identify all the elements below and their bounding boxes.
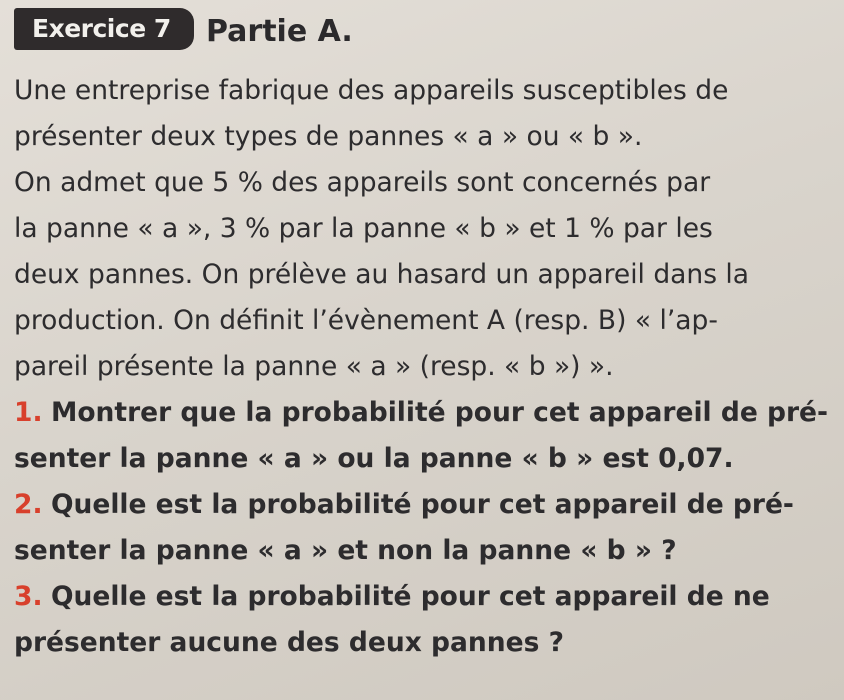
exercise-body bbox=[14, 68, 834, 666]
question-text: Quelle est la probabilité pour cet appareil de pré- bbox=[50, 489, 794, 520]
question-3-continuation bbox=[14, 620, 834, 666]
intro-line: production. On définit l’évènement A (resp. B) « l’ap- bbox=[14, 305, 718, 336]
question-text: présenter aucune des deux pannes ? bbox=[14, 627, 564, 658]
question-text: senter la panne « a » et non la panne « b » ? bbox=[14, 535, 677, 566]
question-1 bbox=[14, 390, 834, 436]
question-text: senter la panne « a » ou la panne « b » est 0,07. bbox=[14, 443, 734, 474]
question-2-continuation bbox=[14, 528, 834, 574]
intro-line: On admet que 5 % des appareils sont concernés par bbox=[14, 167, 711, 198]
question-text: Montrer que la probabilité pour cet appareil de pré- bbox=[50, 397, 829, 428]
question-3 bbox=[14, 574, 834, 620]
part-title: Partie A. bbox=[206, 14, 353, 49]
exercise-header bbox=[0, 4, 844, 60]
intro-line: présenter deux types de pannes « a » ou « b ». bbox=[14, 121, 643, 152]
exercise-badge: Exercice 7 bbox=[14, 8, 194, 50]
question-1-continuation bbox=[14, 436, 834, 482]
intro-line: deux pannes. On prélève au hasard un appareil dans la bbox=[14, 259, 750, 290]
question-number: 2. bbox=[14, 489, 43, 520]
intro-line: pareil présente la panne « a » (resp. « b ») ». bbox=[14, 351, 614, 382]
question-number: 1. bbox=[14, 397, 43, 428]
intro-line: Une entreprise fabrique des appareils susceptibles de bbox=[14, 75, 729, 106]
intro-line: la panne « a », 3 % par la panne « b » et 1 % par les bbox=[14, 213, 713, 244]
question-2 bbox=[14, 482, 834, 528]
question-text: Quelle est la probabilité pour cet appareil de ne bbox=[50, 581, 770, 612]
question-number: 3. bbox=[14, 581, 43, 612]
